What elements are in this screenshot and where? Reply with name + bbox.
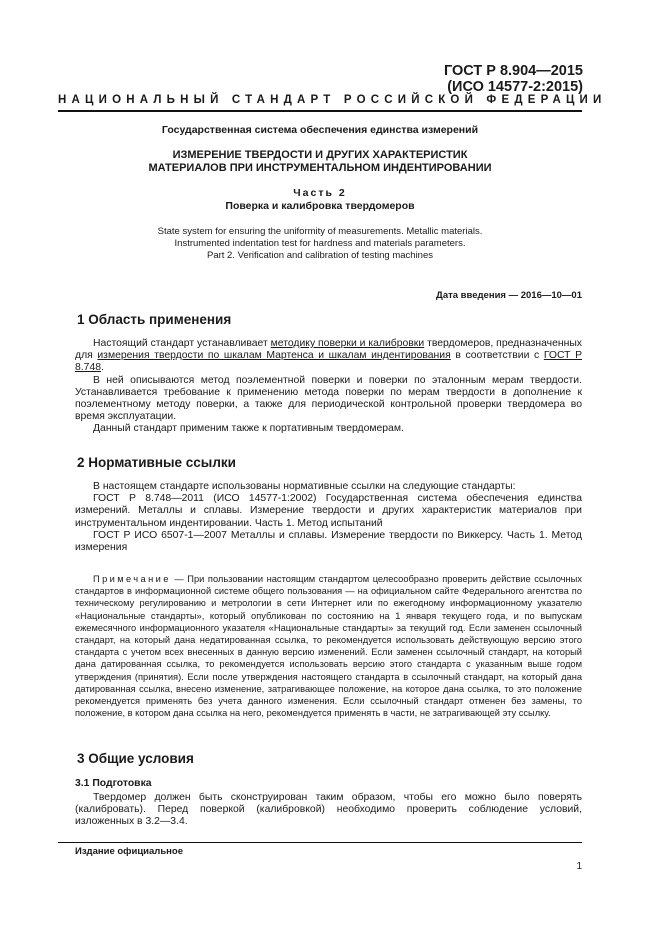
- section-1-body: [75, 338, 582, 436]
- english-title-line-3: Part 2. Verification and calibration of testing machines: [206, 250, 433, 261]
- system-title: Государственная система обеспечения единства измерений: [161, 124, 479, 136]
- footer-divider: [58, 842, 582, 843]
- section-3-heading: 3 Общие условия: [77, 751, 194, 766]
- section-3-paragraph-1: Твердомер должен быть сконструирован таким образом, чтобы его можно было поверять (калибровать). Перед поверкой (калибровкой) необходимо проверить соблюдение условий, изложенных в 3.2—3.4.: [75, 792, 582, 828]
- text-span: Настоящий стандарт устанавливает: [93, 338, 271, 349]
- national-standard-banner: НАЦИОНАЛЬНЫЙ СТАНДАРТ РОССИЙСКОЙ ФЕДЕРАЦИИ: [58, 94, 607, 106]
- link-gost-8-748[interactable]: ГОСТ Р 8.748: [75, 350, 582, 374]
- official-edition-label: Издание официальное: [75, 846, 183, 857]
- link-hardness-scales[interactable]: измерения твердости по шкалам Мартенса и шкалам индентирования: [97, 350, 451, 362]
- main-title: [58, 149, 582, 175]
- main-title-line-2: МАТЕРИАЛОВ ПРИ ИНСТРУМЕНТАЛЬНОМ ИНДЕНТИРОВАНИИ: [148, 162, 492, 174]
- note-label: Примечание: [93, 574, 171, 584]
- text-span: твердомеров, предназначенных для: [75, 338, 582, 362]
- section-3-body: [75, 792, 582, 829]
- section-2-heading: 2 Нормативные ссылки: [77, 455, 236, 470]
- english-title: [58, 226, 582, 262]
- part-label: Часть 2: [293, 187, 347, 199]
- subsection-3-1-heading: 3.1 Подготовка: [75, 778, 152, 789]
- standard-number-block: [444, 63, 583, 95]
- section-2-paragraph-1: В настоящем стандарте использованы нормативные ссылки на следующие стандарты:: [93, 481, 516, 492]
- reference-gost-iso-6507: ГОСТ Р ИСО 6507-1—2007 Металлы и сплавы. Измерение твердости по Виккерсу. Часть 1. Метод измерения: [75, 529, 582, 554]
- section-2-body: [75, 481, 582, 554]
- note-block: [75, 573, 582, 719]
- section-1-paragraph-1: [75, 338, 582, 375]
- text-span: .: [101, 362, 104, 374]
- standard-number: ГОСТ Р 8.904—2015: [443, 63, 583, 79]
- link-verification-method[interactable]: методику поверки и калибровки: [270, 338, 425, 349]
- header-divider: [58, 110, 582, 112]
- text-span: в соответствии с: [450, 350, 544, 362]
- section-1-paragraph-2: В ней описываются метод поэлементной поверки и поверки по эталонным мерам твердости. Устанавливается требование к применению метода поверки по мерам твердости в дополнение к поэлементному методу поверки, а также для периодической контрольной проверки твердомера во время эксплуатации.: [75, 374, 582, 423]
- introduction-date: Дата введения — 2016—10—01: [436, 290, 582, 301]
- page-number: 1: [576, 861, 582, 872]
- part-title: Поверка и калибровка твердомеров: [225, 200, 415, 212]
- section-1-heading: 1 Область применения: [77, 312, 232, 327]
- note-paragraph: [75, 573, 582, 719]
- english-title-line-1: State system for ensuring the uniformity of measurements. Metallic materials.: [157, 226, 483, 237]
- main-title-line-1: ИЗМЕРЕНИЕ ТВЕРДОСТИ И ДРУГИХ ХАРАКТЕРИСТИК: [172, 149, 468, 161]
- reference-gost-8-748: ГОСТ Р 8.748—2011 (ИСО 14577-1:2002) Государственная система обеспечения единства измерений. Металлы и сплавы. Измерение твердости и других характеристик материалов при инструментальном индентировании. Часть 1. Метод испытаний: [75, 493, 582, 529]
- section-1-paragraph-3: Данный стандарт применим также к портативным твердомерам.: [93, 423, 404, 435]
- note-text: — При пользовании настоящим стандартом целесообразно проверить действие ссылочных стандартов в информационной системе общего пользования — на официальном сайте Федерального агентства по техническому регулированию и метрологии в сети Интернет или по ежегодному информационному указателю «Национальные стандарты», который опубликован по состоянию на 1 января текущего года, и по выпускам ежемесячного информационного указателя «Национальные стандарты» за текущий год. Если заменен ссылочный стандарт, на который дана недатированная ссылка, то рекомендуется использовать действующую версию этого стандарта с учетом всех внесенных в данную версию изменений. Если заменен ссылочный стандарт, на который дана датированная ссылка, то рекомендуется использовать версию этого стандарта с указанным выше годом утверждения (принятия). Если после утверждения настоящего стандарта в ссылочный стандарт, на который дана датированная ссылка, внесено изменение, затрагивающее положение, на которое дана ссылка, то это положение рекомендуется применять без учета данного изменения. Если ссылочный стандарт отменен без замены, то положение, в котором дана ссылка на него, рекомендуется применять в части, не затрагивающей эту ссылку.: [75, 574, 582, 719]
- english-title-line-2: Instrumented indentation test for hardness and materials parameters.: [174, 238, 466, 249]
- iso-number: (ИСО 14577-2:2015): [447, 79, 583, 95]
